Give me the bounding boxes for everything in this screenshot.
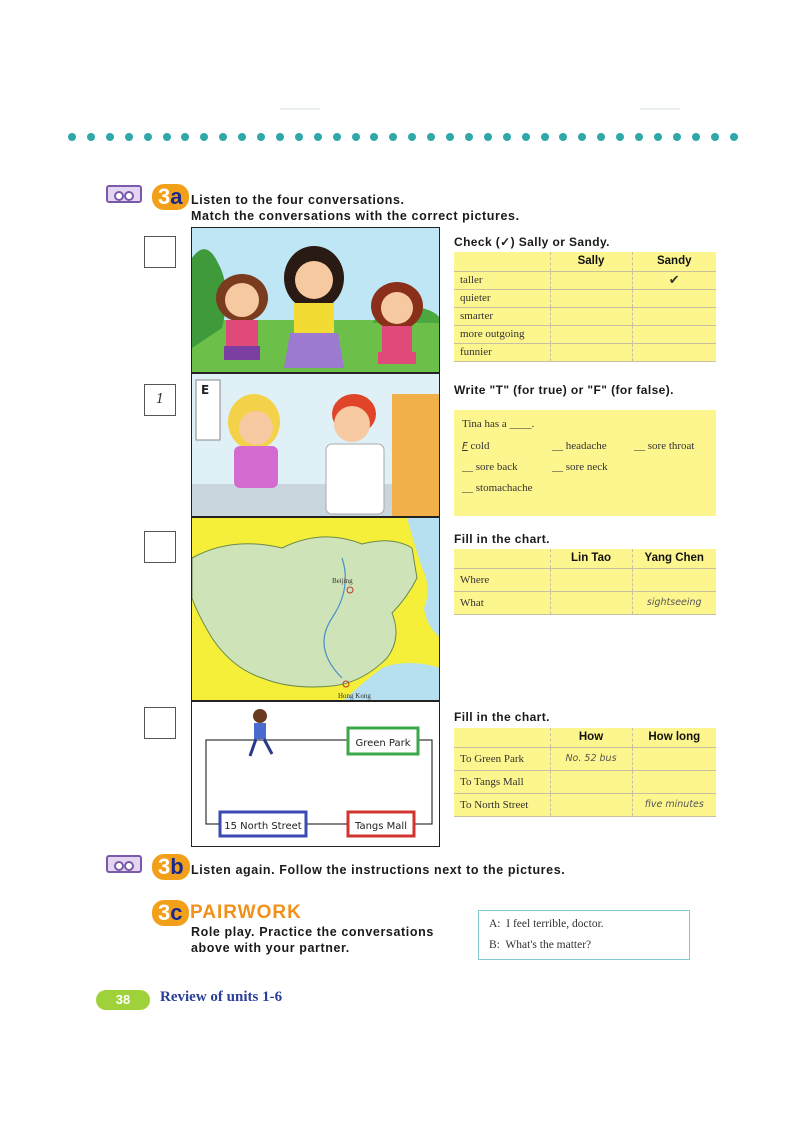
table-row [454,271,716,289]
table-cell[interactable] [550,568,632,591]
question-stem: Tina has a ____. [462,418,535,430]
table-row [454,747,716,770]
table-header-row [454,549,716,568]
table-cell: funnier [454,343,550,361]
answer-blank[interactable]: __ [634,440,645,452]
table-header: Sandy [632,252,716,271]
table-cell[interactable]: five minutes [632,793,716,816]
place-label-north-street: 15 North Street [224,821,302,832]
list-item [634,440,694,452]
symptom-label: stomachache [475,482,533,494]
table-header: How long [632,728,716,747]
task-title-2: Write "T" (for true) or "F" (for false). [454,383,674,397]
divider-dot [200,133,208,141]
answer-blank[interactable]: __ [462,461,473,473]
section-3c-instruction [191,924,434,956]
table-header: Lin Tao [550,549,632,568]
dialogue-line [489,918,604,930]
divider-dot [125,133,133,141]
table-cell: To Tangs Mall [454,770,550,793]
section-3b-instruction: Listen again. Follow the instructions next to the pictures. [191,863,566,877]
top-rule-left [280,108,320,110]
table-cell[interactable] [632,747,716,770]
lin-yang-table [454,549,716,615]
table-cell[interactable] [550,793,632,816]
divider-dot [541,133,549,141]
table-header [454,252,550,271]
table-cell: quieter [454,289,550,307]
table-cell[interactable] [550,325,632,343]
symptom-box [454,410,716,516]
instruction-line-2: above with your partner. [191,941,350,955]
divider-dot [276,133,284,141]
section-3c-letter: c [170,900,183,925]
task-title-1: Check (✓) Sally or Sandy. [454,235,610,249]
table-cell: taller [454,271,550,289]
divider-dot [389,133,397,141]
section-3c-number: 3 [158,900,171,925]
place-label-green-park: Green Park [355,738,411,749]
speaker-label: B: [489,939,500,951]
section-3a-instruction [191,192,520,224]
dotted-divider [68,133,738,143]
table-cell[interactable] [550,271,632,289]
table-cell[interactable] [632,289,716,307]
list-item [462,482,533,494]
dialogue-text: What's the matter? [505,939,592,951]
divider-dot [219,133,227,141]
picture-route-map [191,701,440,847]
table-cell: What [454,591,550,614]
divider-dot [578,133,586,141]
picture-doctor-visit [191,373,440,517]
route-table [454,728,716,817]
table-row [454,343,716,361]
top-rule-right [640,108,680,110]
task-title-3: Fill in the chart. [454,532,550,546]
table-cell[interactable] [632,325,716,343]
symptom-label: headache [565,440,607,452]
divider-dot [503,133,511,141]
table-row [454,591,716,614]
divider-dot [314,133,322,141]
table-row [454,770,716,793]
table-row [454,568,716,591]
divider-dot [144,133,152,141]
divider-dot [692,133,700,141]
match-box-2[interactable]: 1 [144,384,176,416]
picture-china-map [191,517,440,701]
table-cell[interactable] [550,591,632,614]
map-label-hong-kong: Hong Kong [338,692,371,700]
table-row [454,307,716,325]
list-item [552,461,608,473]
table-cell[interactable] [632,770,716,793]
table-cell[interactable] [550,307,632,325]
table-cell[interactable] [632,307,716,325]
instruction-line-1: Role play. Practice the conversations [191,925,434,939]
page-number-badge: 38 [96,990,150,1010]
section-3b-badge [152,854,190,880]
divider-dot [427,133,435,141]
table-cell: To Green Park [454,747,550,770]
cassette-tape-icon [106,185,142,203]
section-3c-badge [152,900,189,926]
dialogue-line [489,939,591,951]
table-header-row [454,728,716,747]
divider-dot [106,133,114,141]
table-row [454,793,716,816]
list-item [462,461,518,473]
table-row [454,289,716,307]
divider-dot [295,133,303,141]
footer-title: Review of units 1-6 [160,989,283,1005]
table-header: Sally [550,252,632,271]
section-3a-letter: a [170,184,183,209]
instruction-line-2: Match the conversations with the correct pictures. [191,209,520,223]
answer-blank[interactable]: __ [552,440,563,452]
map-label-beijing: Beijing [332,577,353,585]
table-cell[interactable] [550,289,632,307]
cassette-tape-icon [106,855,142,873]
table-header-row [454,252,716,271]
divider-dot [484,133,492,141]
table-header [454,549,550,568]
divider-dot [181,133,189,141]
table-cell: more outgoing [454,325,550,343]
symptom-label: sore neck [565,461,608,473]
divider-dot [673,133,681,141]
table-cell[interactable]: sightseeing [632,591,716,614]
match-box-1[interactable] [144,236,176,268]
match-box-4[interactable] [144,707,176,739]
divider-dot [446,133,454,141]
divider-dot [370,133,378,141]
sally-sandy-table [454,252,716,362]
divider-dot [559,133,567,141]
table-cell: To North Street [454,793,550,816]
divider-dot [238,133,246,141]
table-cell[interactable]: ✔ [632,271,716,289]
match-box-3[interactable] [144,531,176,563]
divider-dot [597,133,605,141]
divider-dot [408,133,416,141]
symptom-label: sore back [475,461,518,473]
table-header: Yang Chen [632,549,716,568]
table-cell: smarter [454,307,550,325]
place-label-tangs-mall: Tangs Mall [355,821,407,832]
table-row [454,325,716,343]
table-cell[interactable]: No. 52 bus [550,747,632,770]
divider-dot [333,133,341,141]
section-3b-letter: b [170,854,184,879]
dialogue-text: I feel terrible, doctor. [506,918,604,930]
divider-dot [711,133,719,141]
dialogue-box [478,910,690,960]
divider-dot [163,133,171,141]
divider-dot [87,133,95,141]
symptom-label: cold [470,440,490,452]
divider-dot [352,133,360,141]
divider-dot [257,133,265,141]
pairwork-title: PAIRWORK [190,902,302,923]
table-cell[interactable] [550,343,632,361]
divider-dot [616,133,624,141]
divider-dot [522,133,530,141]
table-cell[interactable] [632,568,716,591]
speaker-label: A: [489,918,501,930]
table-header [454,728,550,747]
table-cell[interactable] [550,770,632,793]
divider-dot [635,133,643,141]
list-item [462,440,489,452]
table-header: How [550,728,632,747]
answer-blank[interactable]: F [462,441,468,452]
svg-text:E: E [201,383,210,397]
answer-blank[interactable]: __ [462,482,473,494]
list-item [552,440,607,452]
symptom-label: sore throat [647,440,695,452]
section-3b-number: 3 [158,854,171,879]
table-cell[interactable] [632,343,716,361]
divider-dot [654,133,662,141]
section-3a-badge [152,184,189,210]
divider-dot [465,133,473,141]
instruction-line-1: Listen to the four conversations. [191,193,405,207]
answer-blank[interactable]: __ [552,461,563,473]
divider-dot [68,133,76,141]
task-title-4: Fill in the chart. [454,710,550,724]
divider-dot [730,133,738,141]
table-cell: Where [454,568,550,591]
picture-three-girls [191,227,440,373]
section-3a-number: 3 [158,184,171,209]
